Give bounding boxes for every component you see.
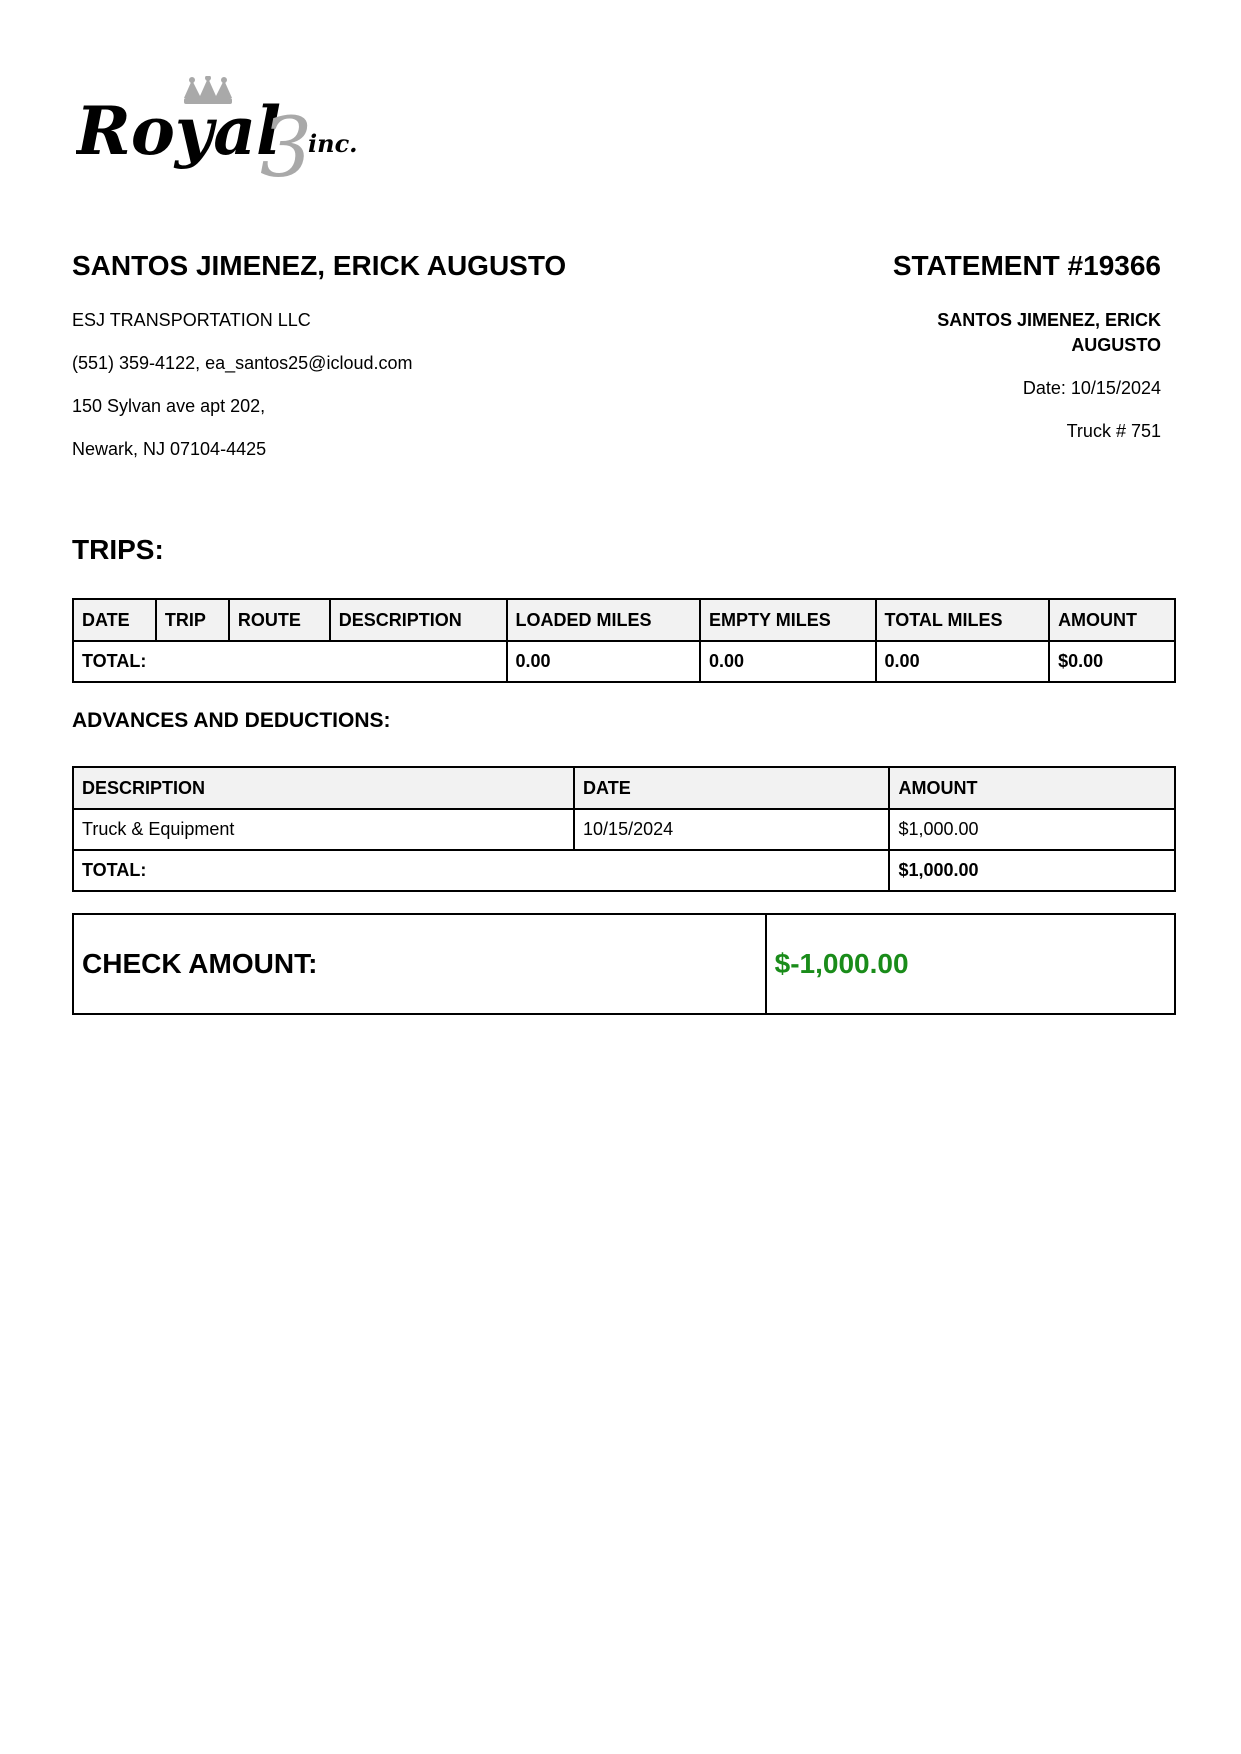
driver-address-line1: 150 Sylvan ave apt 202, — [72, 396, 266, 416]
advances-title: ADVANCES AND DEDUCTIONS: — [72, 709, 391, 732]
trips-total-empty: 0.00 — [700, 641, 876, 682]
svg-text:Royal: Royal — [76, 92, 282, 170]
advances-header-description: DESCRIPTION — [73, 767, 574, 809]
trips-table — [72, 598, 1176, 683]
statement-date: Date: 10/15/2024 — [1022, 378, 1161, 398]
trips-header-route: ROUTE — [229, 599, 330, 641]
advances-header-row — [73, 767, 1175, 809]
trips-header-loaded-miles: LOADED MILES — [507, 599, 701, 641]
trips-header-empty-miles: EMPTY MILES — [700, 599, 876, 641]
trips-header-row — [73, 599, 1175, 641]
check-amount-row — [73, 914, 1175, 1014]
driver-contact: (551) 359-4122, ea_santos25@icloud.com — [72, 353, 413, 373]
trips-total-label: TOTAL: — [73, 641, 507, 682]
statement-name-line1: SANTOS JIMENEZ, ERICK — [937, 310, 1161, 330]
advances-total-amount: $1,000.00 — [889, 850, 1175, 891]
check-amount-label: CHECK AMOUNT: — [73, 914, 766, 1014]
advances-total-label: TOTAL: — [73, 850, 889, 891]
trips-title: TRIPS: — [72, 534, 164, 565]
statement-name-line2: AUGUSTO — [1071, 335, 1161, 355]
trips-total-amount: $0.00 — [1049, 641, 1175, 682]
trips-header-amount: AMOUNT — [1049, 599, 1175, 641]
trips-total-miles: 0.00 — [876, 641, 1050, 682]
truck-number: Truck # 751 — [1066, 421, 1161, 441]
table-row — [73, 809, 1175, 850]
advances-header-amount: AMOUNT — [889, 767, 1175, 809]
advance-date: 10/15/2024 — [574, 809, 889, 850]
svg-text:inc.: inc. — [308, 129, 358, 158]
driver-address-line2: Newark, NJ 07104-4425 — [72, 439, 267, 459]
statement-title: STATEMENT #19366 — [892, 250, 1161, 281]
advance-amount: $1,000.00 — [889, 809, 1175, 850]
driver-name: SANTOS JIMENEZ, ERICK AUGUSTO — [72, 250, 567, 281]
advance-description: Truck & Equipment — [73, 809, 574, 850]
svg-text:3: 3 — [260, 101, 313, 194]
trips-header-date: DATE — [73, 599, 156, 641]
driver-company: ESJ TRANSPORTATION LLC — [72, 310, 311, 330]
check-amount-table — [72, 913, 1176, 1015]
trips-header-total-miles: TOTAL MILES — [876, 599, 1050, 641]
check-amount-value: $-1,000.00 — [766, 914, 1175, 1014]
trips-header-trip: TRIP — [156, 599, 229, 641]
company-logo — [76, 76, 386, 194]
trips-header-description: DESCRIPTION — [330, 599, 507, 641]
trips-total-row — [73, 641, 1175, 682]
advances-total-row — [73, 850, 1175, 891]
advances-table — [72, 766, 1176, 892]
trips-total-loaded: 0.00 — [507, 641, 701, 682]
advances-header-date: DATE — [574, 767, 889, 809]
